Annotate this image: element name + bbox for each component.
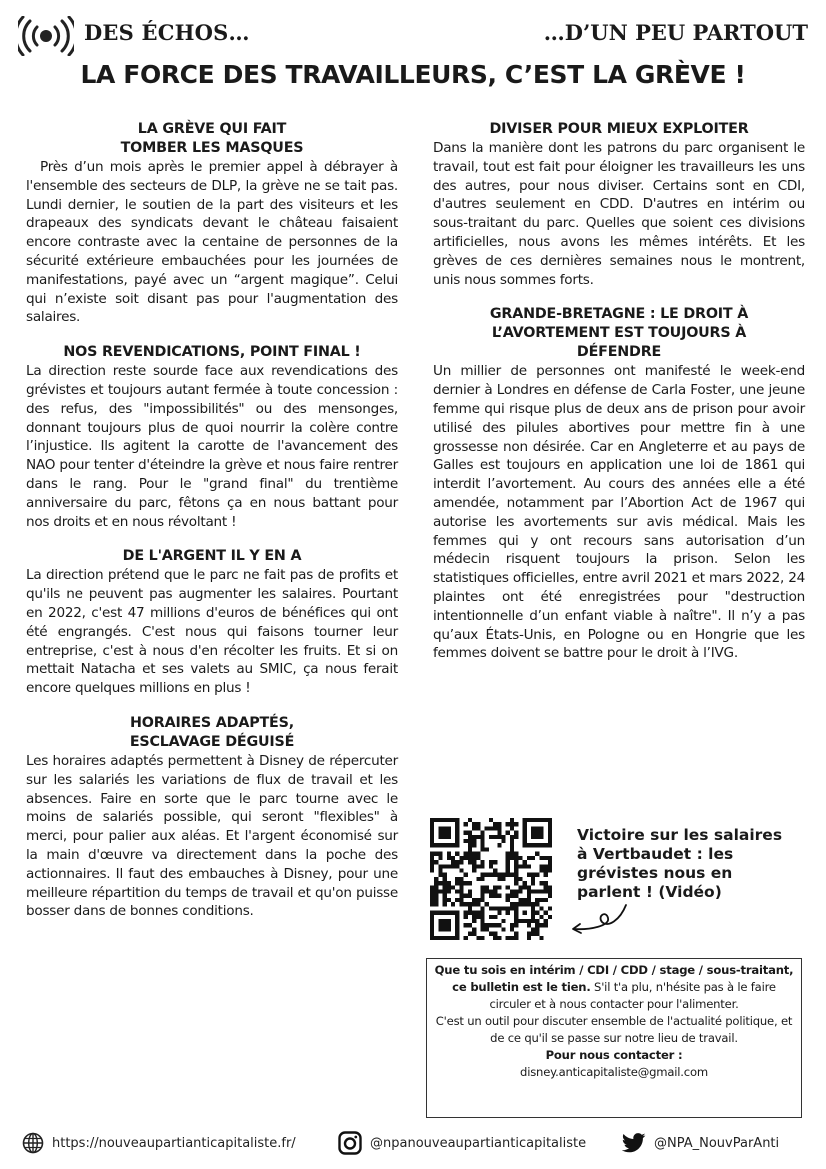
article — [433, 305, 805, 663]
qr-code-icon[interactable] — [430, 818, 552, 940]
video-promo-line: parlent ! (Vidéo) — [577, 883, 722, 901]
video-promo-text — [577, 826, 802, 902]
article-title-line: ESCLAVAGE DÉGUISÉ — [129, 733, 295, 750]
article-title — [433, 305, 805, 362]
left-column — [26, 120, 398, 937]
footer-website[interactable] — [22, 1130, 296, 1156]
arrow-icon — [568, 902, 630, 936]
masthead-left-title: DES ÉCHOS… — [84, 20, 250, 45]
article-title-line: L’AVORTEMENT EST TOUJOURS À — [491, 325, 747, 342]
article-body: Les horaires adaptés permettent à Disney de répercuter sur les salariés les variations de flux de travail et les absences. Faire en sorte que le parc tourne avec le moins de salariés possible, qui seront "flexibles" à merci, pour palier aux aléas. Et l'argent économisé sur la main d'œuvre va directement dans la poche des actionnaires. Il faut des embauches à Disney, pour une meilleure répartition du temps de travail et qu'on puisse bosser dans de bonnes conditions. — [26, 752, 398, 920]
article — [26, 343, 398, 531]
instagram-handle[interactable]: @npanouveaupartianticapitaliste — [370, 1135, 587, 1151]
broadcast-icon — [18, 16, 74, 56]
contact-email[interactable]: disney.anticapitaliste@gmail.com — [520, 1065, 708, 1079]
twitter-handle[interactable]: @NPA_NouvParAnti — [654, 1135, 780, 1151]
right-column — [433, 120, 805, 679]
footer-twitter[interactable] — [622, 1130, 779, 1156]
info-intro-rest: S'il t'a plu, n'hésite pas à le faire circuler et à nous contacter pour l'alimenter. — [489, 980, 776, 1011]
article — [26, 547, 398, 698]
article — [26, 714, 398, 921]
article — [433, 120, 805, 289]
website-link[interactable]: https://nouveaupartianticapitaliste.fr/ — [52, 1135, 296, 1151]
info-intro-bold: Que tu sois en intérim / CDI / CDD / stage / sous-traitant, ce bulletin est le tien. — [434, 963, 794, 994]
masthead-right-title: …D’UN PEU PARTOUT — [543, 20, 808, 45]
footer — [22, 1130, 812, 1156]
twitter-bird-icon — [622, 1133, 646, 1153]
video-promo — [430, 818, 800, 943]
video-promo-line: à Vertbaudet : les — [577, 845, 734, 863]
contact-label — [433, 1047, 795, 1064]
article-title-line: HORAIRES ADAPTÉS, — [130, 714, 294, 731]
page-headline: LA FORCE DES TRAVAILLEURS, C’EST LA GRÈVE ! — [80, 60, 746, 89]
article-title-line: LA GRÈVE QUI FAIT — [137, 121, 287, 137]
info-intro — [433, 962, 795, 1013]
video-promo-line: grévistes nous en — [577, 864, 733, 882]
masthead — [18, 14, 808, 58]
article — [26, 120, 398, 327]
article-title: NOS REVENDICATIONS, POINT FINAL ! — [63, 344, 361, 361]
contact-label-text: Pour nous contacter : — [545, 1048, 683, 1062]
contact-info-box — [426, 958, 802, 1118]
article-title — [26, 714, 398, 752]
article-body: Un millier de personnes ont manifesté le week-end dernier à Londres en défense de Carla Foster, une jeune femme qui risque plus de deux ans de prison pour avoir utilisé des pilules abortives pour mettre fin à une grossesse non désirée. Car en Angleterre et au pays de Galles est toujours en application une loi de 1861 qui interdit l’avortement. Au cours des années elle a été amendée, notamment par l’Abortion Act de 1967 qui autorise les avortements sur avis médical. Mais les femmes qui y ont recours sans autorisation d’un médecin risquent toujours la prison. Selon les statistiques officielles, entre avril 2021 et mars 2022, 24 plaintes ont été enregistrées pour "destruction intentionnelle d’un enfant viable à naître". Il n’y a pas qu’aux États-Unis, en Pologne ou en Hongrie que les femmes doivent se battre pour le droit à l’IVG. — [433, 363, 805, 662]
article-title — [26, 120, 398, 158]
article-title-line: DÉFENDRE — [576, 344, 662, 361]
article-body: La direction prétend que le parc ne fait pas de profits et qu'ils ne peuvent pas augmenter les salaires. Pourtant en 2022, c'est 47 millions d'euros de bénéfices qui ont été engrangés. C'est nous qui faisons tourner leur entreprise, c'est à nous d'en récolter les fruits. Et si on mettait Natacha et ses valets au SMIC, ça nous ferait encore quelques millions en plus ! — [26, 567, 398, 697]
footer-instagram[interactable] — [338, 1130, 586, 1156]
article-title-line: GRANDE-BRETAGNE : LE DROIT À — [489, 306, 749, 323]
article-body: Dans la manière dont les patrons du parc organisent le travail, tout est fait pour éloigner les travailleurs les uns des autres, pour nous diviser. Certains sont en CDI, d'autres seulement en CDD. D'autres en intérim ou sous-traitant du parc. Quelles que soient ces divisions artificielles, nous avons les mêmes intérêts. Et les grèves de ces dernières semaines nous le montrent, unis nous sommes forts. — [433, 140, 805, 288]
article-title: DIVISER POUR MIEUX EXPLOITER — [489, 121, 749, 137]
article-title-line: TOMBER LES MASQUES — [120, 140, 304, 156]
info-paragraph: C'est un outil pour discuter ensemble de l'actualité politique, et de ce qu'il se passe sur notre lieu de travail. — [435, 1014, 793, 1045]
instagram-icon — [338, 1131, 362, 1155]
article-title: DE L'ARGENT IL Y EN A — [122, 548, 302, 565]
globe-icon — [22, 1132, 44, 1154]
article-body: Près d’un mois après le premier appel à débrayer à l'ensemble des secteurs de DLP, la grève ne se tait pas. Lundi dernier, le soutien de la part des visiteurs et les drapeaux des syndicats devant le château faisaient encore contraste avec la centaine de personnes de la sécurité extérieure embauchées pour les journées de manifestations, payé avec un “argent magique”. Celui qui n’existe soit disant pas pour l'augmentation des salaires. — [26, 159, 398, 326]
video-promo-line: Victoire sur les salaires — [577, 826, 783, 844]
article-body: La direction reste sourde face aux revendications des grévistes et toujours autant fermée à toute concession : des refus, des "impossibilités" ou des mensonges, donnant toujours plus de quoi nourrir la colère contre l’injustice. Ils agitent la carotte de l'avancement des NAO pour tenter d'éteindre la grève et nous faire rentrer dans le rang. Pour le "grand final" du trentième anniversaire du parc, fêtons ça en nous battant pour nos droits et en nous révoltant ! — [26, 363, 398, 530]
